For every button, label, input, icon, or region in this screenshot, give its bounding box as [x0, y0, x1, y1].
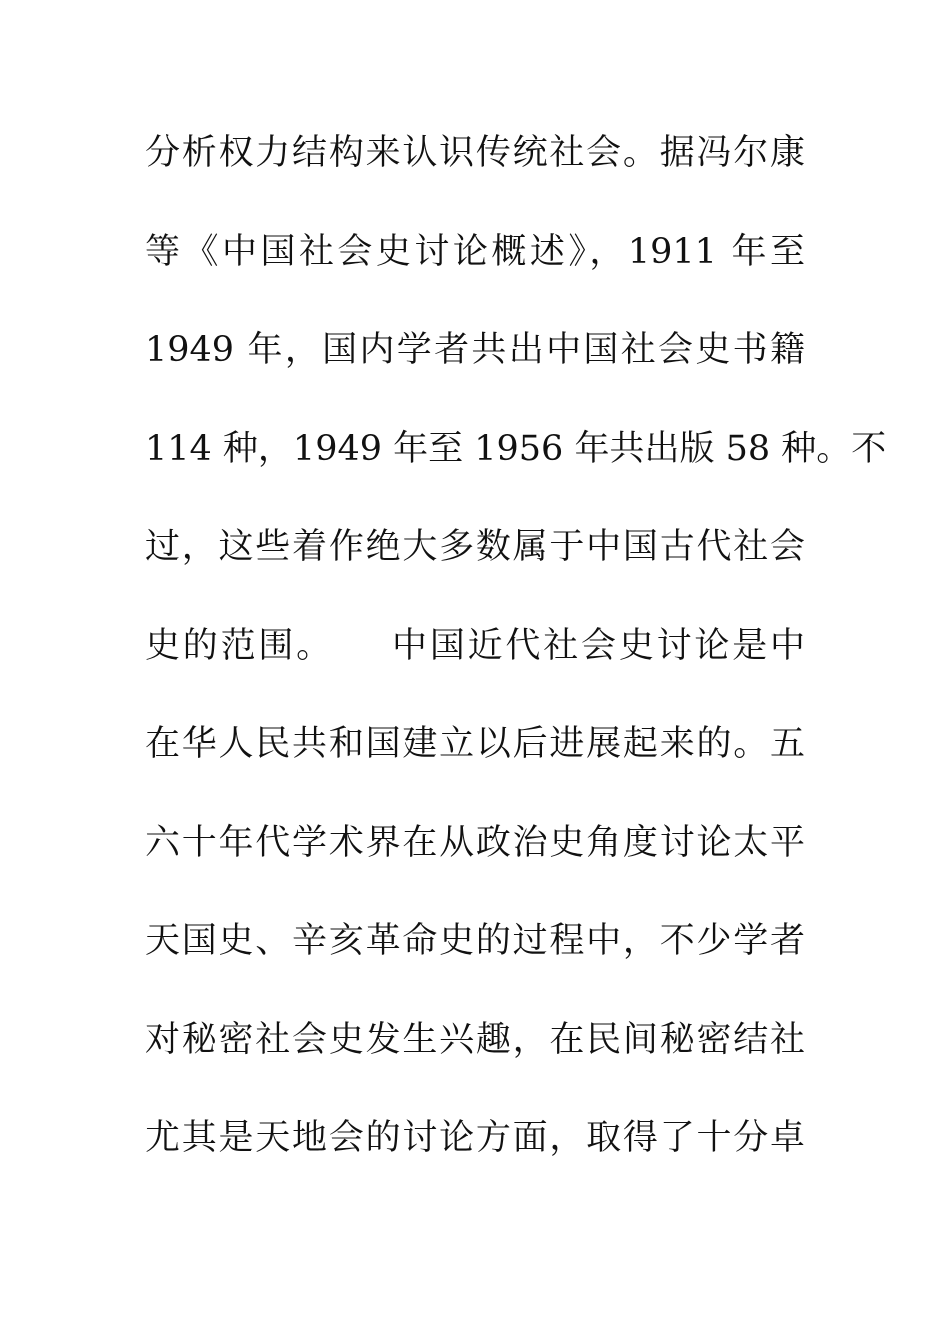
text-line: 六十年代学术界在从政治史角度讨论太平	[145, 822, 805, 863]
text-line: 114 种，1949 年至 1956 年共出版 58 种。不	[145, 428, 887, 469]
text-line: 在华人民共和国建立以后进展起来的。五	[145, 724, 805, 764]
text-line: 过，这些着作绝大多数属于中国古代社会	[145, 527, 805, 567]
text-line: 史的范围。 中国近代社会史讨论是中	[145, 625, 805, 666]
text-line: 对秘密社会史发生兴趣，在民间秘密结社	[145, 1019, 805, 1060]
text-line: 等《中国社会史讨论概述》，1911 年至	[145, 231, 805, 272]
text-line: 1949 年，国内学者共出中国社会史书籍	[145, 330, 805, 370]
body-text	[145, 127, 887, 1211]
text-line: 分析权力结构来认识传统社会。据冯尔康	[145, 133, 805, 173]
text-line: 天国史、辛亥革命史的过程中，不少学者	[145, 921, 805, 961]
text-line: 尤其是天地会的讨论方面，取得了十分卓	[145, 1118, 805, 1158]
